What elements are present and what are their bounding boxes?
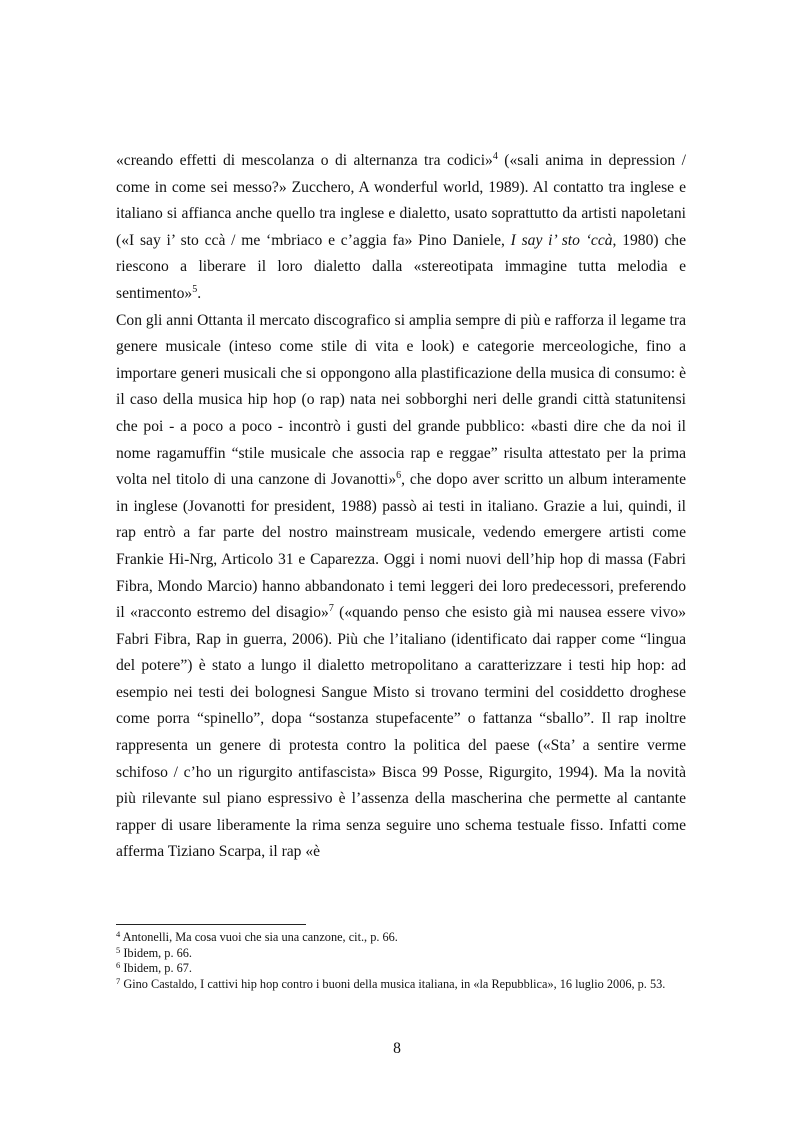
page-number: 8 xyxy=(393,1040,401,1057)
paragraph-2 xyxy=(116,308,686,866)
footnote-ref-7[interactable]: 7 xyxy=(328,603,334,615)
footnote-7 xyxy=(116,977,686,993)
footnote-ref-5[interactable]: 5 xyxy=(192,283,198,295)
footnote-text: Antonelli, Ma cosa vuoi che sia una canzone, cit., p. 66. xyxy=(120,930,398,944)
footnote-text: Ibidem, p. 67. xyxy=(120,961,192,976)
paragraph-1 xyxy=(116,148,686,308)
footnote-ref-6[interactable]: 6 xyxy=(396,470,402,482)
footnote-ref-4[interactable]: 4 xyxy=(492,151,498,162)
footnote-text: Ibidem, p. 66. xyxy=(120,945,192,960)
footnote-number: 5 xyxy=(116,944,121,955)
paragraph-1-text-b: («sali anima in depression / come in come sei messo?» Zucchero, A wonderful world, 1989). Al contatto tra inglese e italiano si affianca anche quello tra inglese e dialetto, usato soprattutto da artisti napoletani («I say i’ sto ccà / me ‘mbriaco e c’aggia fa» Pino Daniele, xyxy=(116,152,686,249)
footnote-separator xyxy=(116,924,306,925)
footnote-number: 4 xyxy=(116,929,121,939)
footnote-5 xyxy=(116,946,686,962)
paragraph-2-text-b: , che dopo aver scritto un album interamente in inglese (Jovanotti for president, 1988) passò ai testi in italiano. Grazie a lui, quindi, il rap entrò a far parte del nostro mainstream musicale, vedendo emergere artisti come Frankie Hi-Nrg, Articolo 31 e Caparezza. Oggi i nomi nuovi dell’hip hop di massa (Fabri Fibra, Mondo Marcio) hanno abbandonato i temi leggeri dei loro predecessori, preferendo il «racconto estremo del disagio» xyxy=(116,471,686,622)
footnotes xyxy=(116,930,686,992)
body-text xyxy=(116,148,686,866)
footnote-6 xyxy=(116,961,686,977)
footnote-number: 6 xyxy=(116,960,121,971)
song-title-italic: I say i’ sto ‘ccà xyxy=(510,231,613,249)
paragraph-1-text-c: , 1980) che riescono a liberare il loro dialetto dalla «stereotipata immagine tutta melodia e sentimento» xyxy=(116,231,687,302)
paragraph-1-text-a: «creando effetti di mescolanza o di alternanza tra codici» xyxy=(116,152,493,169)
paragraph-1-text-d: . xyxy=(197,284,202,302)
footnote-text: Gino Castaldo, I cattivi hip hop contro i buoni della musica italiana, in «la Repubblica», 16 luglio 2006, p. 53. xyxy=(120,976,666,991)
footnote-4 xyxy=(116,930,686,946)
footnote-number: 7 xyxy=(116,975,121,986)
paragraph-2-text-c: («quando penso che esisto già mi nausea essere vivo» Fabri Fibra, Rap in guerra, 2006). Più che l’italiano (identificato dai rapper come “lingua del potere”) è stato a lungo il dialetto metropolitano a caratterizzare i testi hip hop: ad esempio nei testi dei bolognesi Sangue Misto si trovano termini del cosiddetto droghese come porra “spinello”, dopa “sostanza stupefacente” o fattanza “sballo”. Il rap inoltre rappresenta un genere di protesta contro la politica del paese («Sta’ a sentire verme schifoso / c’ho un rigurgito antifascista» Bisca 99 Posse, Rigurgito, 1994). Ma la novità più rilevante sul piano espressivo è l’assenza della mascherina che permette al cantante rapper di usare liberamente la rima senza seguire uno schema testuale fisso. Infatti come afferma Tiziano Scarpa, il rap «è xyxy=(116,604,686,861)
paragraph-2-text-a: Con gli anni Ottanta il mercato discografico si amplia sempre di più e rafforza il legame tra genere musicale (inteso come stile di vita e look) e categorie merceologiche, fino a importare generi musicali che si oppongono alla plastificazione della musica di consumo: è il caso della musica hip hop (o rap) nata nei sobborghi neri delle grandi città statunitensi che poi - a poco a poco - incontrò i gusti del grande pubblico: «basti dire che da noi il nome ragamuffin “stile musicale che associa rap e reggae” risulta attestato per la prima volta nel titolo di una canzone di Jovanotti» xyxy=(116,311,686,489)
